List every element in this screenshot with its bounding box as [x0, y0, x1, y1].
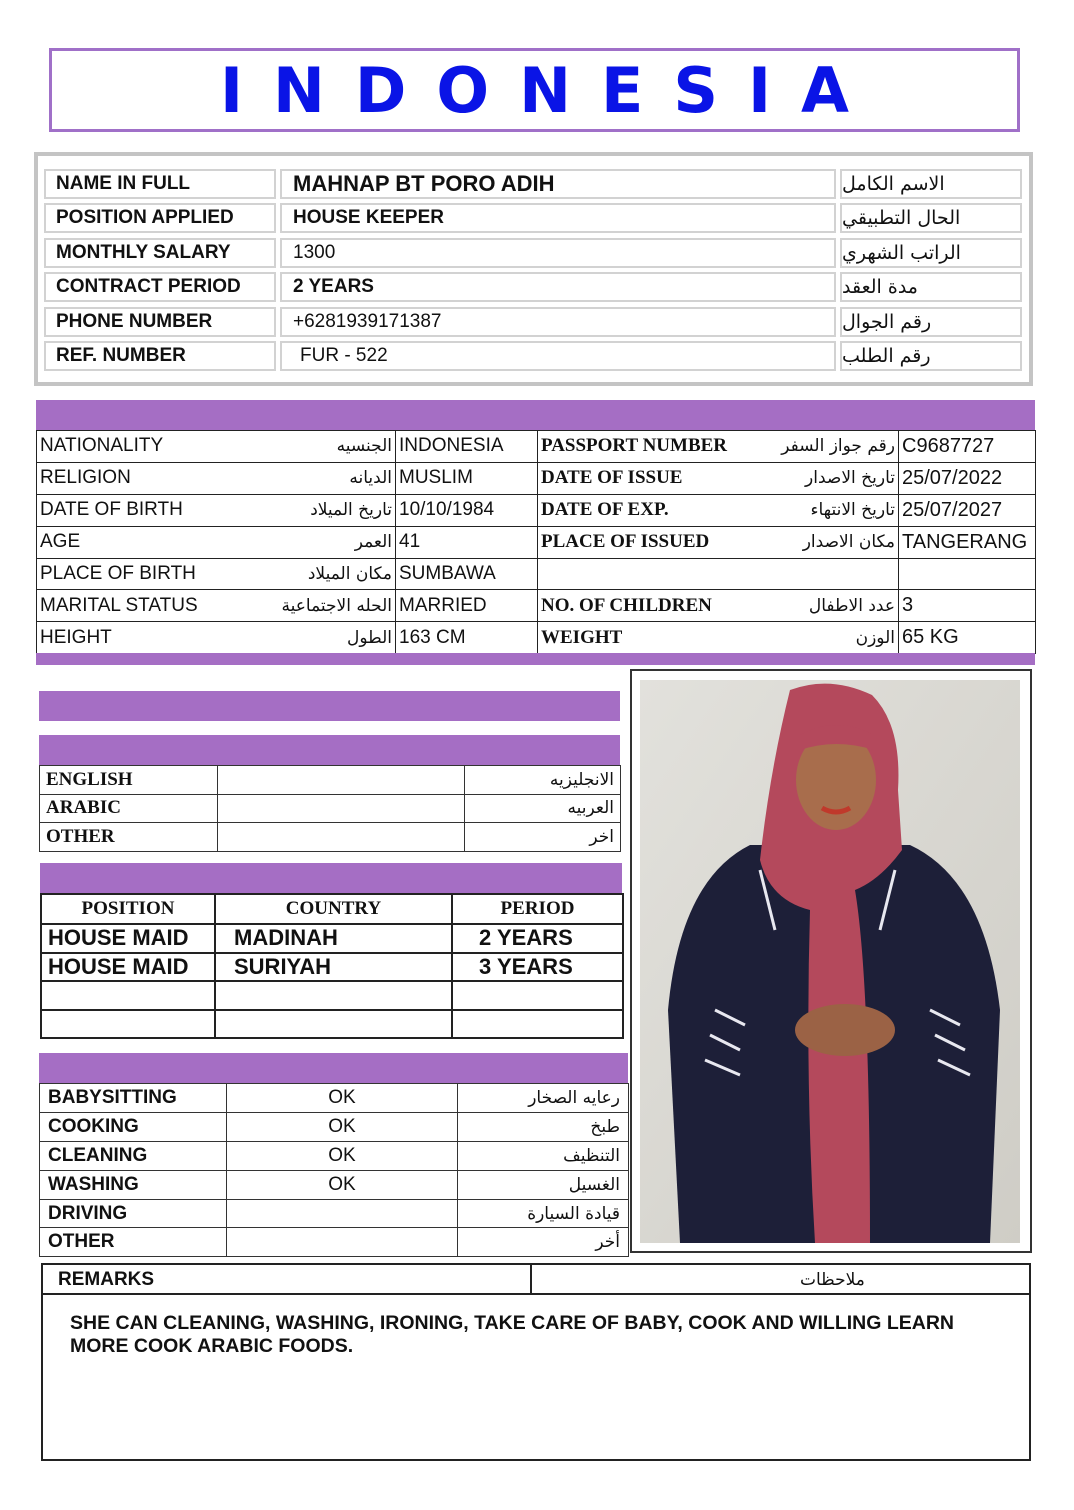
language-label: ARABIC [40, 794, 218, 823]
experience-period: 2 YEARS [452, 924, 623, 953]
info-value-position: HOUSE KEEPER [280, 203, 836, 233]
remarks-divider [530, 1265, 532, 1295]
personal-label-arabic: مكان الاصدار [802, 532, 895, 553]
experience-country: MADINAH [215, 924, 452, 953]
skills-section-bar [39, 1053, 628, 1083]
language-label-arabic: الانجليزيه [465, 766, 621, 795]
personal-label: PASSPORT NUMBER [541, 435, 728, 457]
personal-section-bar [36, 400, 1035, 430]
personal-label: WEIGHT [541, 626, 623, 648]
info-value-ref: FUR - 522 [280, 341, 836, 371]
language-row [40, 823, 621, 852]
experience-table [40, 893, 624, 1039]
experience-position: HOUSE MAID [41, 953, 215, 982]
experience-row [41, 953, 623, 982]
language-label-arabic: اخر [465, 823, 621, 852]
skill-value: OK [227, 1084, 458, 1113]
personal-value: INDONESIA [396, 431, 538, 463]
skill-label: CLEANING [40, 1141, 227, 1170]
personal-label-arabic: الحله الاجتماعية [281, 595, 392, 616]
personal-label: DATE OF BIRTH [40, 499, 183, 521]
personal-value: 10/10/1984 [396, 494, 538, 526]
section-bar [39, 691, 620, 721]
personal-label: NO. OF CHILDREN [541, 594, 712, 616]
info-label-arabic: رقم الجوال [840, 307, 1022, 337]
info-label: NAME IN FULL [44, 169, 276, 199]
experience-position: HOUSE MAID [41, 924, 215, 953]
skill-row [40, 1112, 629, 1141]
language-row [40, 766, 621, 795]
personal-label-arabic: تاريخ الانتهاء [810, 500, 895, 521]
personal-row [37, 526, 1036, 558]
personal-label-cell [37, 558, 396, 590]
skill-label: DRIVING [40, 1199, 227, 1228]
info-label-arabic: الاسم الكامل [840, 169, 1022, 199]
personal-label-cell [37, 590, 396, 622]
experience-country: SURIYAH [215, 953, 452, 982]
info-row-salary [44, 238, 1024, 268]
info-label-arabic: مدة العقد [840, 272, 1022, 302]
info-label-arabic: الحال التطبيقي [840, 203, 1022, 233]
skill-value: OK [227, 1141, 458, 1170]
remarks-label-arabic: ملاحظات [800, 1270, 865, 1290]
language-label-arabic: العربيه [465, 794, 621, 823]
personal-label-arabic: العمر [354, 532, 392, 553]
personal-label-arabic: الجنسيه [336, 436, 392, 457]
personal-label-cell [538, 622, 899, 654]
experience-period: 3 YEARS [452, 953, 623, 982]
personal-label-arabic: الوزن [855, 627, 895, 648]
personal-value: 65 KG [899, 622, 1036, 654]
personal-section-bottom-bar [36, 653, 1035, 665]
applicant-photo [640, 680, 1020, 1243]
language-label: ENGLISH [40, 766, 218, 795]
personal-label: DATE OF EXP. [541, 499, 669, 521]
language-level [218, 823, 465, 852]
skill-row [40, 1228, 629, 1257]
skills-table [39, 1083, 629, 1257]
personal-label-arabic: تاريخ الاصدار [805, 468, 895, 489]
personal-value: TANGERANG [899, 526, 1036, 558]
info-row-contract [44, 272, 1024, 302]
languages-table [39, 765, 621, 852]
info-label-arabic: رقم الطلب [840, 341, 1022, 371]
personal-label: AGE [40, 531, 81, 553]
skill-row [40, 1141, 629, 1170]
skill-label-arabic: رعايه الصخار [458, 1084, 629, 1113]
personal-label-arabic: مكان الميلاد [307, 564, 392, 584]
personal-label-arabic: الطول [347, 627, 392, 648]
personal-value: 163 CM [396, 622, 538, 654]
info-value-salary: 1300 [280, 238, 836, 268]
personal-value: 41 [396, 526, 538, 558]
experience-period [452, 1010, 623, 1039]
personal-label: DATE OF ISSUE [541, 467, 683, 489]
skill-value: OK [227, 1112, 458, 1141]
personal-row [37, 431, 1036, 463]
experience-position [41, 1010, 215, 1039]
skill-row [40, 1199, 629, 1228]
languages-section-bar [39, 735, 620, 765]
language-row [40, 794, 621, 823]
personal-label: PLACE OF ISSUED [541, 531, 710, 553]
skill-label: COOKING [40, 1112, 227, 1141]
remarks-label: REMARKS [58, 1269, 155, 1290]
skill-label-arabic: الغسيل [458, 1170, 629, 1199]
info-row-ref [44, 341, 1024, 371]
personal-value: 3 [899, 590, 1036, 622]
info-row-name [44, 169, 1024, 199]
personal-label-cell [538, 590, 899, 622]
info-label: REF. NUMBER [44, 341, 276, 371]
skill-label: BABYSITTING [40, 1084, 227, 1113]
skill-row [40, 1170, 629, 1199]
personal-label-cell [538, 431, 899, 463]
personal-label: RELIGION [40, 467, 131, 489]
skill-label-arabic: التنظيف [458, 1141, 629, 1170]
personal-label-cell [538, 494, 899, 526]
personal-details-table [36, 430, 1036, 654]
personal-value: MARRIED [396, 590, 538, 622]
skill-label-arabic: طبخ [458, 1112, 629, 1141]
experience-country [215, 981, 452, 1010]
skill-value: OK [227, 1170, 458, 1199]
skill-label: WASHING [40, 1170, 227, 1199]
personal-label-cell [538, 558, 899, 590]
personal-row [37, 558, 1036, 590]
info-label-arabic: الراتب الشهري [840, 238, 1022, 268]
personal-row [37, 622, 1036, 654]
info-value-phone: +6281939171387 [280, 307, 836, 337]
personal-label-cell [37, 622, 396, 654]
experience-header-row [41, 894, 623, 924]
skill-label: OTHER [40, 1228, 227, 1257]
experience-row [41, 1010, 623, 1039]
info-value-contract: 2 YEARS [280, 272, 836, 302]
personal-label-cell [538, 526, 899, 558]
experience-section-bar [40, 863, 622, 893]
personal-label: NATIONALITY [40, 435, 164, 457]
language-label: OTHER [40, 823, 218, 852]
info-value-name: MAHNAP BT PORO ADIH [280, 169, 836, 199]
language-level [218, 766, 465, 795]
info-row-position [44, 203, 1024, 233]
experience-period [452, 981, 623, 1010]
skill-value [227, 1199, 458, 1228]
personal-label-cell [37, 494, 396, 526]
personal-label-cell [538, 462, 899, 494]
personal-row [37, 590, 1036, 622]
skill-row [40, 1084, 629, 1113]
personal-label-cell [37, 526, 396, 558]
experience-header-position: POSITION [41, 894, 215, 924]
skill-label-arabic: قيادة السيارة [458, 1199, 629, 1228]
personal-row [37, 462, 1036, 494]
personal-value: C9687727 [899, 431, 1036, 463]
personal-value: SUMBAWA [396, 558, 538, 590]
info-label: POSITION APPLIED [44, 203, 276, 233]
skill-label-arabic: أخر [458, 1228, 629, 1257]
personal-value: 25/07/2022 [899, 462, 1036, 494]
personal-label-arabic: عدد الاطفال [808, 595, 895, 616]
personal-label-cell [37, 431, 396, 463]
personal-label-arabic: رقم جواز السفر [781, 436, 895, 457]
experience-row [41, 981, 623, 1010]
country-title: INDONESIA [219, 53, 880, 127]
info-label: PHONE NUMBER [44, 307, 276, 337]
personal-row [37, 494, 1036, 526]
skill-value [227, 1228, 458, 1257]
language-level [218, 794, 465, 823]
experience-position [41, 981, 215, 1010]
personal-label-cell [37, 462, 396, 494]
info-label: CONTRACT PERIOD [44, 272, 276, 302]
remarks-text: SHE CAN CLEANING, WASHING, IRONING, TAKE CARE OF BABY, COOK AND WILLING LEARN MORE COOK ARABIC FOODS. [70, 1312, 955, 1357]
personal-value [899, 558, 1036, 590]
personal-label-arabic: الديانه [349, 468, 392, 489]
info-row-phone [44, 307, 1024, 337]
personal-label: MARITAL STATUS [40, 594, 198, 616]
experience-country [215, 1010, 452, 1039]
experience-row [41, 924, 623, 953]
experience-header-country: COUNTRY [215, 894, 452, 924]
personal-value: 25/07/2027 [899, 494, 1036, 526]
personal-value: MUSLIM [396, 462, 538, 494]
personal-label: HEIGHT [40, 626, 112, 648]
personal-label: PLACE OF BIRTH [40, 563, 196, 584]
personal-label-arabic: تاريخ الميلاد [310, 500, 392, 521]
experience-header-period: PERIOD [452, 894, 623, 924]
info-label: MONTHLY SALARY [44, 238, 276, 268]
